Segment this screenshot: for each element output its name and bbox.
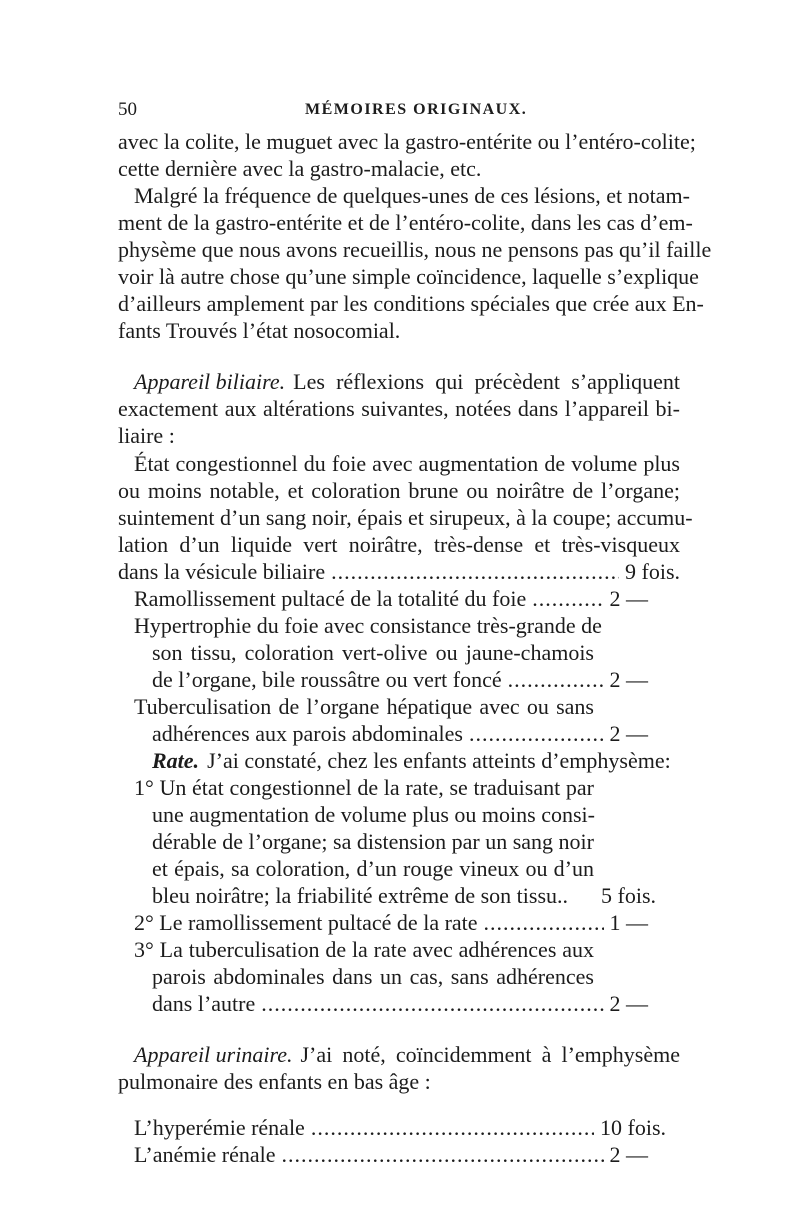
- text-line: exactement aux altérations suivantes, notées dans l’appareil bi-: [118, 396, 680, 421]
- list-item: [134, 1114, 666, 1142]
- item-label: adhérences aux parois abdominales: [152, 721, 463, 746]
- item-label: L’hyperémie rénale: [134, 1115, 305, 1140]
- dot-leader: [532, 585, 603, 613]
- text-line: 1° Un état congestionnel de la rate, se traduisant par: [134, 775, 594, 800]
- text-line: ment de la gastro-entérite et de l’entéro-colite, dans les cas d’em-: [118, 210, 693, 235]
- item-count: 5 fois.: [601, 883, 656, 908]
- dot-leader: [331, 558, 619, 586]
- item-count: 1 —: [609, 910, 648, 935]
- item-label: Ramollissement pultacé de la totalité du foie: [134, 586, 527, 611]
- item-label: dans la vésicule biliaire: [118, 559, 326, 584]
- text-line: pulmonaire des enfants en bas âge :: [118, 1069, 431, 1094]
- dot-leader: [282, 1141, 604, 1169]
- text-line: avec la colite, le muguet avec la gastro-entérite ou l’entéro-colite;: [118, 129, 696, 154]
- item-label: L’anémie rénale: [134, 1142, 276, 1167]
- text-line: dérable de l’organe; sa distension par un sang noir: [152, 829, 594, 854]
- list-item: [152, 990, 648, 1018]
- text-line: Malgré la fréquence de quelques-unes de ces lésions, et notam-: [134, 183, 690, 208]
- section-intro-line: [152, 747, 680, 775]
- text-line: voir là autre chose qu’une simple coïncidence, laquelle s’explique: [118, 264, 699, 289]
- text-line: Les réflexions qui précèdent s’appliquent: [293, 369, 680, 394]
- dot-leader: [469, 720, 604, 748]
- text-line: suintement d’un sang noir, épais et sirupeux, à la coupe; accumu-: [118, 505, 693, 530]
- item-count: 2 —: [609, 586, 648, 611]
- text-line: physème que nous avons recueillis, nous ne pensons pas qu’il faille: [118, 237, 712, 262]
- list-item: [134, 585, 648, 613]
- section-heading-urinaire: Appareil urinaire.: [134, 1042, 293, 1067]
- running-title: MÉMOIRES ORIGINAUX.: [305, 101, 528, 118]
- text-line: et épais, sa coloration, d’un rouge vineux ou d’un: [152, 856, 594, 881]
- list-item: [134, 1141, 648, 1169]
- text-line: liaire :: [118, 423, 175, 448]
- item-count: 2 —: [609, 721, 648, 746]
- list-item: [152, 882, 656, 910]
- dot-leader: [261, 990, 603, 1018]
- item-count: 2 —: [609, 991, 648, 1016]
- text-line: Hypertrophie du foie avec consistance très-grande de: [134, 613, 602, 638]
- section-heading-rate: Rate.: [152, 748, 200, 773]
- text-line: J’ai constaté, chez les enfants atteints d’emphysème:: [207, 748, 671, 773]
- text-line: parois abdominales dans un cas, sans adhérences: [152, 964, 594, 989]
- item-label: bleu noirâtre; la friabilité extrême de son tissu..: [152, 883, 569, 908]
- dot-leader: [508, 666, 604, 694]
- text-line: 3° La tuberculisation de la rate avec adhérences aux: [134, 937, 594, 962]
- item-count: 10 fois.: [600, 1115, 666, 1140]
- item-label: de l’organe, bile roussâtre ou vert foncé: [152, 667, 502, 692]
- item-count: 2 —: [609, 1142, 648, 1167]
- text-line: ou moins notable, et coloration brune ou noirâtre de l’organe;: [118, 478, 680, 503]
- text-line: d’ailleurs amplement par les conditions spéciales que crée aux En-: [118, 291, 704, 316]
- list-item: [152, 720, 648, 748]
- item-label: 2° Le ramollissement pultacé de la rate: [134, 910, 478, 935]
- list-item: [152, 666, 648, 694]
- section-intro-line: [134, 1041, 680, 1069]
- item-label: dans l’autre: [152, 991, 256, 1016]
- list-item: [134, 909, 648, 937]
- item-count: 2 —: [609, 667, 648, 692]
- dot-leader: [484, 909, 604, 937]
- text-line: J’ai noté, coïncidemment à l’emphysème: [300, 1042, 680, 1067]
- section-intro-line: [134, 368, 680, 396]
- text-line: fants Trouvés l’état nosocomial.: [118, 318, 401, 343]
- text-line: une augmentation de volume plus ou moins consi-: [152, 802, 595, 827]
- dot-leader: [311, 1114, 594, 1142]
- text-line: cette dernière avec la gastro-malacie, etc.: [118, 156, 482, 181]
- section-heading-biliaire: Appareil biliaire.: [134, 369, 286, 394]
- text-line: lation d’un liquide vert noirâtre, très-dense et très-visqueux: [118, 532, 680, 557]
- list-item: [118, 558, 680, 586]
- text-line: son tissu, coloration vert-olive ou jaune-chamois: [152, 640, 594, 665]
- page-number: 50: [118, 99, 137, 120]
- item-count: 9 fois.: [625, 559, 680, 584]
- text-line: Tuberculisation de l’organe hépatique avec ou sans: [134, 694, 594, 719]
- text-line: État congestionnel du foie avec augmentation de volume plus: [134, 451, 680, 476]
